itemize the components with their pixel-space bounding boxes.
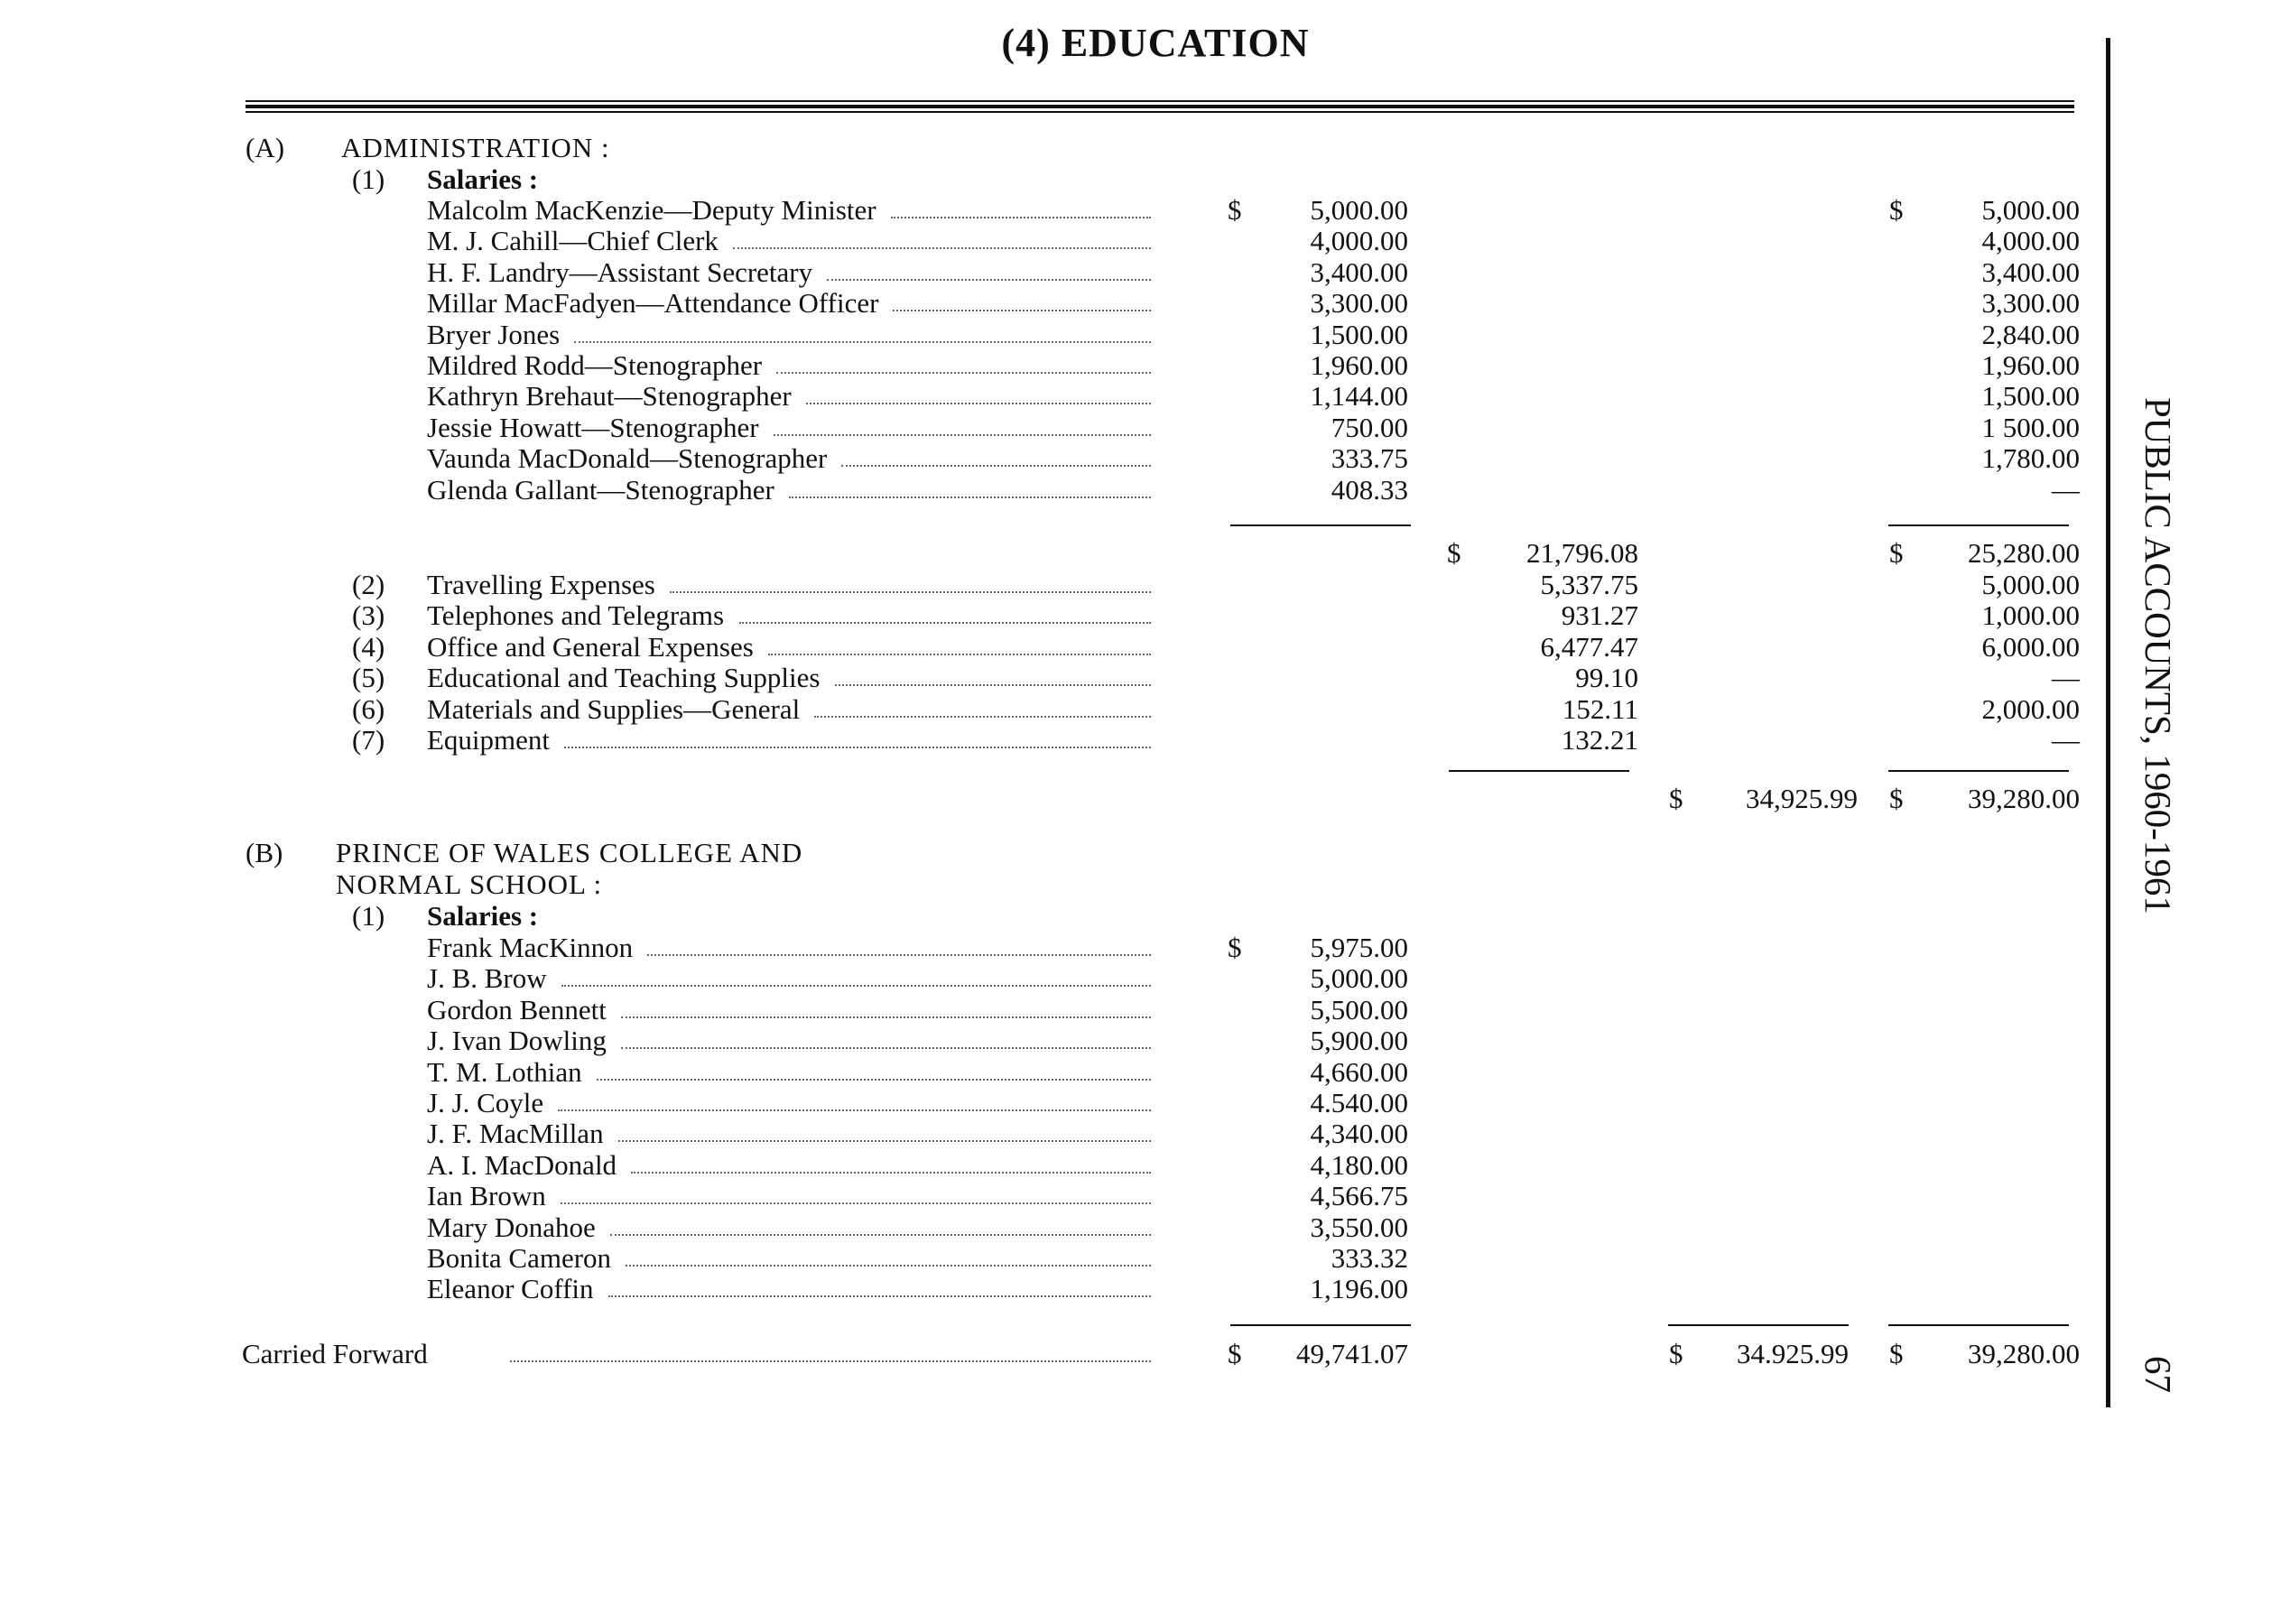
employee-name: T. M. Lothian <box>427 1055 582 1088</box>
section-title: ADMINISTRATION : <box>341 132 610 163</box>
leader-dots <box>564 747 1151 748</box>
salary-row <box>0 1057 2103 1088</box>
prior-amount: 4,000.00 <box>1981 225 2080 257</box>
salary-row <box>0 1150 2103 1181</box>
employee-name: Mildred Rodd—Stenographer <box>427 349 763 381</box>
leader-dots <box>893 310 1151 311</box>
carried-rule-4 <box>1888 1324 2069 1326</box>
leader-dots <box>733 247 1151 249</box>
leader-dots <box>891 217 1151 218</box>
item-marker: (1) <box>352 900 385 932</box>
leader-dots <box>558 1109 1151 1111</box>
dollar-sign: $ <box>1447 537 1461 569</box>
section-total-amount: 34,925.99 <box>1746 783 1858 814</box>
dollar-sign: $ <box>1889 537 1904 569</box>
salary-row <box>0 475 2103 506</box>
dollar-sign: $ <box>1228 1338 1242 1369</box>
expense-name: Office and General Expenses <box>427 630 754 663</box>
section-marker: (B) <box>246 837 283 868</box>
employee-name: Eleanor Coffin <box>427 1273 594 1305</box>
leader-dots <box>739 622 1151 624</box>
leader-dots <box>626 1265 1151 1267</box>
employee-name: Bryer Jones <box>427 318 561 350</box>
leader-dots <box>561 985 1151 987</box>
employee-name: Glenda Gallant—Stenographer <box>427 473 774 506</box>
dollar-sign: $ <box>1228 932 1242 963</box>
prior-amount: 1,500.00 <box>1981 380 2080 413</box>
prior-amount: 3,300.00 <box>1981 287 2080 320</box>
leader-dots <box>510 1360 1151 1362</box>
section-title-line1: PRINCE OF WALES COLLEGE AND <box>336 837 803 868</box>
expense-name: Materials and Supplies—General <box>427 692 801 725</box>
b-salaries-rule <box>1230 1324 1411 1326</box>
prior-amount: — <box>2052 662 2080 694</box>
salary-amount: 4,340.00 <box>1310 1118 1408 1150</box>
employee-name: M. J. Cahill—Chief Clerk <box>427 225 719 257</box>
dollar-sign: $ <box>1889 1338 1904 1369</box>
leader-dots <box>789 496 1151 498</box>
section-b-heading-line2 <box>0 869 2103 900</box>
carried-rule-3 <box>1668 1324 1849 1326</box>
salary-amount: 4,660.00 <box>1310 1055 1408 1088</box>
salary-row <box>0 995 2103 1025</box>
page-number: 67 <box>2137 1356 2179 1393</box>
heading-rule-lower <box>246 111 2074 113</box>
prior-subtotal-rule <box>1888 524 2069 526</box>
leader-dots <box>574 341 1151 343</box>
salary-amount: 1,144.00 <box>1310 380 1408 413</box>
expense-amount: 132.21 <box>1561 724 1638 756</box>
leader-dots <box>827 279 1151 281</box>
salary-amount: 5,500.00 <box>1310 993 1408 1025</box>
salary-row <box>0 226 2103 256</box>
section-a-heading <box>0 133 2103 163</box>
employee-name: Millar MacFadyen—Attendance Officer <box>427 287 879 320</box>
prior-amount: 6,000.00 <box>1981 630 2080 663</box>
salaries-total-amount: 21,796.08 <box>1526 537 1638 569</box>
leader-dots <box>608 1295 1151 1297</box>
expense-name: Educational and Teaching Supplies <box>427 662 821 694</box>
leader-dots <box>647 954 1151 956</box>
side-margin <box>2117 38 2243 1407</box>
employee-name: H. F. Landry—Assistant Secretary <box>427 255 813 288</box>
section-total-prior: 39,280.00 <box>1968 783 2080 814</box>
carried-forward-row <box>0 1339 2103 1369</box>
running-title: PUBLIC ACCOUNTS, 1960-1961 <box>2137 397 2179 914</box>
expense-row <box>0 632 2103 663</box>
leader-dots <box>618 1140 1151 1142</box>
salary-row <box>0 288 2103 319</box>
leader-dots <box>814 716 1151 718</box>
expenses-total-rule <box>1449 770 1629 772</box>
leader-dots <box>774 434 1151 436</box>
expense-row <box>0 600 2103 631</box>
expense-amount: 5,337.75 <box>1540 569 1638 600</box>
employee-name: Mary Donahoe <box>427 1211 596 1243</box>
employee-name: J. B. Brow <box>427 962 547 995</box>
expense-row <box>0 725 2103 756</box>
salary-amount: 4,000.00 <box>1310 225 1408 257</box>
dollar-sign: $ <box>1889 194 1904 226</box>
prior-amount: — <box>2052 473 2080 506</box>
salary-row <box>0 1274 2103 1304</box>
prior-amount: 2,000.00 <box>1981 692 2080 725</box>
carried-forward-total: 34.925.99 <box>1737 1338 1849 1369</box>
employee-name: A. I. MacDonald <box>427 1148 617 1181</box>
salary-amount: 4.540.00 <box>1310 1087 1408 1118</box>
expense-amount: 152.11 <box>1562 692 1638 725</box>
item-marker: (2) <box>352 569 385 600</box>
prior-amount: 1,780.00 <box>1981 442 2080 475</box>
leader-dots <box>841 465 1151 467</box>
page-heading: (4) EDUCATION <box>1001 21 1310 65</box>
leader-dots <box>631 1172 1151 1174</box>
item-marker: (1) <box>352 163 385 195</box>
salary-row <box>0 413 2103 443</box>
salary-amount: 1,500.00 <box>1310 318 1408 350</box>
salary-row <box>0 195 2103 226</box>
leader-dots <box>776 372 1151 374</box>
expense-name: Telephones and Telegrams <box>427 599 725 632</box>
employee-name: J. Ivan Dowling <box>427 1025 607 1057</box>
leader-dots <box>621 1016 1151 1018</box>
salary-amount: 5,000.00 <box>1310 194 1408 226</box>
leader-dots <box>597 1079 1151 1081</box>
salary-amount: 1,960.00 <box>1310 349 1408 381</box>
salary-row <box>0 381 2103 412</box>
margin-rule <box>2106 38 2110 1407</box>
employee-name: Frank MacKinnon <box>427 932 634 963</box>
salary-row <box>0 963 2103 994</box>
salary-row <box>0 320 2103 350</box>
salary-row <box>0 1025 2103 1056</box>
section-a-salaries-heading <box>0 164 2103 195</box>
salary-row <box>0 933 2103 963</box>
section-b-heading <box>0 838 2103 868</box>
item-marker: (6) <box>352 692 385 725</box>
prior-amount: 2,840.00 <box>1981 318 2080 350</box>
item-marker: (5) <box>352 662 385 694</box>
prior-amount: 1,000.00 <box>1981 599 2080 632</box>
employee-name: Kathryn Brehaut—Stenographer <box>427 380 792 413</box>
salary-amount: 750.00 <box>1331 411 1408 443</box>
salary-amount: 4,180.00 <box>1310 1148 1408 1181</box>
carried-forward-label: Carried Forward <box>242 1338 428 1369</box>
salary-amount: 5,975.00 <box>1310 932 1408 963</box>
salary-row <box>0 1243 2103 1274</box>
prior-amount: 1,960.00 <box>1981 349 2080 381</box>
expense-amount: 6,477.47 <box>1540 630 1638 663</box>
prior-amount: 5,000.00 <box>1981 194 2080 226</box>
expense-amount: 931.27 <box>1561 599 1638 632</box>
salary-row <box>0 1088 2103 1118</box>
heading-rule-thick <box>246 105 2074 108</box>
employee-name: Ian Brown <box>427 1180 546 1212</box>
salary-amount: 3,300.00 <box>1310 287 1408 320</box>
salary-amount: 333.32 <box>1331 1242 1408 1274</box>
employee-name: Vaunda MacDonald—Stenographer <box>427 442 828 475</box>
section-b-salaries-heading <box>0 901 2103 932</box>
item-marker: (3) <box>352 599 385 632</box>
leader-dots <box>670 591 1151 593</box>
salary-amount: 1,196.00 <box>1310 1273 1408 1305</box>
prior-amount: 5,000.00 <box>1981 569 2080 600</box>
prior-total-rule <box>1888 770 2069 772</box>
expense-name: Travelling Expenses <box>427 569 655 600</box>
employee-name: Malcolm MacKenzie—Deputy Minister <box>427 194 876 226</box>
expense-row <box>0 694 2103 725</box>
salaries-label: Salaries : <box>427 163 539 195</box>
prior-amount: — <box>2052 724 2080 756</box>
dollar-sign: $ <box>1228 194 1242 226</box>
salary-amount: 4,566.75 <box>1310 1180 1408 1212</box>
section-title-line2: NORMAL SCHOOL : <box>336 868 603 900</box>
employee-name: J. J. Coyle <box>427 1087 544 1118</box>
section-a-salaries-total <box>0 538 2103 569</box>
leader-dots <box>561 1202 1151 1204</box>
salary-row <box>0 1181 2103 1211</box>
salary-row <box>0 257 2103 288</box>
prior-amount: 3,400.00 <box>1981 255 2080 288</box>
carried-forward-prior: 39,280.00 <box>1968 1338 2080 1369</box>
salary-amount: 333.75 <box>1331 442 1408 475</box>
salary-amount: 5,900.00 <box>1310 1025 1408 1057</box>
expense-name: Equipment <box>427 724 551 756</box>
salary-row <box>0 443 2103 474</box>
employee-name: J. F. MacMillan <box>427 1118 604 1150</box>
dollar-sign: $ <box>1669 783 1683 814</box>
employee-name: Gordon Bennett <box>427 993 607 1025</box>
salary-row <box>0 1118 2103 1149</box>
salary-row <box>0 1212 2103 1243</box>
salary-amount: 5,000.00 <box>1310 962 1408 995</box>
expense-row <box>0 663 2103 693</box>
prior-amount: 1 500.00 <box>1981 411 2080 443</box>
leader-dots <box>835 684 1151 686</box>
expense-amount: 99.10 <box>1575 662 1638 694</box>
salary-amount: 3,400.00 <box>1310 255 1408 288</box>
dollar-sign: $ <box>1889 783 1904 814</box>
leader-dots <box>610 1234 1151 1236</box>
section-marker: (A) <box>246 132 285 163</box>
salaries-label: Salaries : <box>427 900 539 932</box>
salary-amount: 408.33 <box>1331 473 1408 506</box>
item-marker: (7) <box>352 724 385 756</box>
expense-row <box>0 570 2103 600</box>
salary-amount: 3,550.00 <box>1310 1211 1408 1243</box>
carried-forward-amount: 49,741.07 <box>1296 1338 1408 1369</box>
item-marker: (4) <box>352 630 385 663</box>
leader-dots <box>768 654 1151 655</box>
heading-rule-thin <box>246 100 2074 102</box>
dollar-sign: $ <box>1669 1338 1683 1369</box>
leader-dots <box>806 403 1151 404</box>
employee-name: Bonita Cameron <box>427 1242 612 1274</box>
salaries-total-prior: 25,280.00 <box>1968 537 2080 569</box>
salaries-subtotal-rule <box>1230 524 1411 526</box>
employee-name: Jessie Howatt—Stenographer <box>427 411 759 443</box>
section-a-total <box>0 784 2103 814</box>
salary-row <box>0 350 2103 381</box>
leader-dots <box>621 1047 1151 1049</box>
